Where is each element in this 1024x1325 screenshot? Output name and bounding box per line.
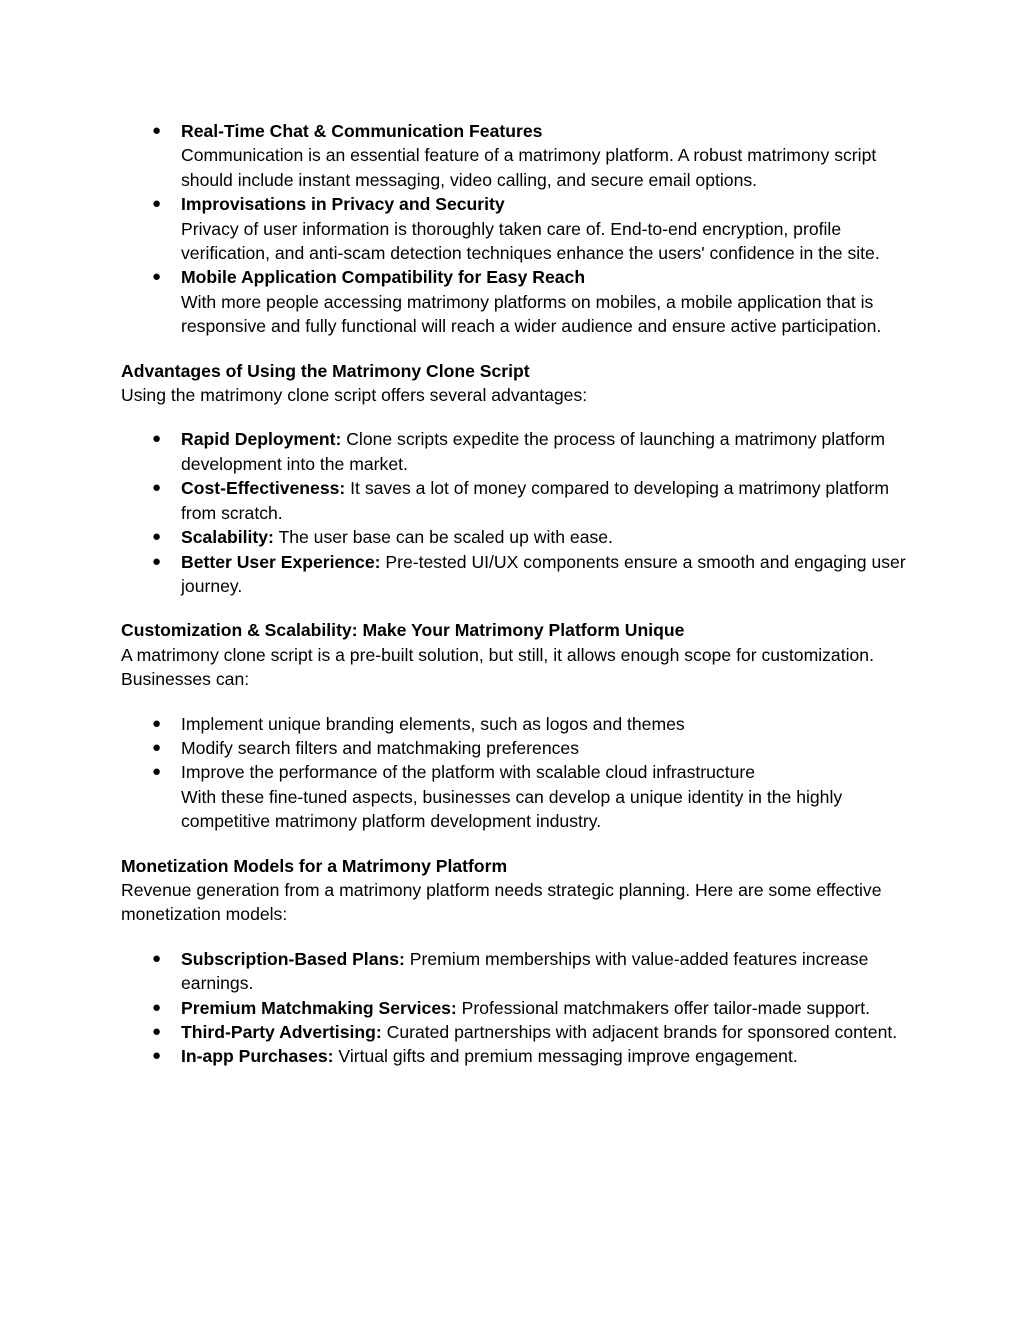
bullet-icon: ● bbox=[152, 998, 162, 1016]
item-label: Scalability: bbox=[181, 527, 274, 548]
customization-section bbox=[121, 618, 911, 691]
section-intro: A matrimony clone script is a pre-built solution, but still, it allows enough scope for customization. Businesses can: bbox=[121, 644, 874, 690]
list-item bbox=[121, 760, 911, 833]
bullet-icon: ● bbox=[152, 738, 162, 756]
section-heading: Monetization Models for a Matrimony Platform bbox=[121, 855, 508, 876]
item-label: Third-Party Advertising: bbox=[181, 1022, 382, 1042]
item-label: Rapid Deployment: bbox=[181, 429, 342, 450]
item-text: Professional matchmakers offer tailor-made support. bbox=[456, 997, 871, 1018]
features-list bbox=[121, 119, 911, 339]
bullet-icon: ● bbox=[152, 122, 162, 139]
item-text: Improve the performance of the platform with scalable cloud infrastructure bbox=[181, 762, 756, 783]
section-heading: Advantages of Using the Matrimony Clone Script bbox=[121, 360, 530, 381]
bullet-icon: ● bbox=[152, 430, 162, 448]
item-label: Subscription-Based Plans: bbox=[181, 948, 405, 969]
feature-text: Communication is an essential feature of a matrimony platform. A robust matrimony script should include instant messaging, video calling, and secure email options. bbox=[181, 145, 877, 190]
list-item bbox=[121, 119, 911, 192]
item-label: Premium Matchmaking Services: bbox=[181, 997, 457, 1018]
bullet-icon: ● bbox=[152, 1023, 162, 1040]
item-text: Virtual gifts and premium messaging improve engagement. bbox=[333, 1046, 798, 1067]
list-item bbox=[121, 947, 911, 996]
bullet-icon: ● bbox=[152, 195, 162, 213]
list-item bbox=[121, 525, 911, 549]
bullet-icon: ● bbox=[152, 552, 162, 570]
bullet-icon: ● bbox=[152, 1047, 162, 1065]
bullet-icon: ● bbox=[152, 528, 162, 546]
list-item bbox=[121, 1020, 911, 1044]
item-text: It saves a lot of money compared to developing a matrimony platform from scratch. bbox=[181, 478, 889, 523]
list-item bbox=[121, 265, 911, 338]
section-heading: Customization & Scalability: Make Your Matrimony Platform Unique bbox=[121, 620, 685, 641]
bullet-icon: ● bbox=[152, 949, 162, 967]
bullet-icon: ● bbox=[152, 763, 162, 781]
item-text: Pre-tested UI/UX components ensure a smooth and engaging user journey. bbox=[181, 551, 906, 596]
list-item bbox=[121, 427, 911, 476]
list-item bbox=[121, 476, 911, 525]
monetization-list bbox=[121, 947, 911, 1069]
document-page bbox=[121, 119, 911, 1069]
feature-text: With more people accessing matrimony platforms on mobiles, a mobile application that is responsive and fully functional will reach a wider audience and ensure active participation. bbox=[181, 291, 882, 337]
item-text: Modify search filters and matchmaking preferences bbox=[181, 737, 579, 758]
list-item bbox=[121, 192, 911, 265]
item-followup-text: With these fine-tuned aspects, businesses can develop a unique identity in the highly competitive matrimony platform development industry. bbox=[181, 786, 843, 832]
bullet-icon: ● bbox=[152, 714, 162, 732]
customization-list bbox=[121, 712, 911, 834]
feature-title: Mobile Application Compatibility for Easy Reach bbox=[181, 267, 586, 288]
section-intro: Using the matrimony clone script offers several advantages: bbox=[121, 385, 588, 406]
item-text: Clone scripts expedite the process of launching a matrimony platform development into the market. bbox=[181, 429, 886, 474]
list-item bbox=[121, 550, 911, 599]
item-text: Implement unique branding elements, such as logos and themes bbox=[181, 713, 685, 734]
item-label: Better User Experience: bbox=[181, 551, 381, 572]
bullet-icon: ● bbox=[152, 479, 162, 497]
monetization-section bbox=[121, 854, 911, 927]
list-item bbox=[121, 736, 911, 760]
feature-text: Privacy of user information is thoroughly taken care of. End-to-end encryption, profile verification, and anti-scam detection techniques enhance the users' confidence in the site. bbox=[181, 218, 880, 264]
item-text: Premium memberships with value-added features increase earnings. bbox=[181, 948, 869, 994]
list-item bbox=[121, 996, 911, 1020]
advantages-list bbox=[121, 427, 911, 598]
section-intro: Revenue generation from a matrimony platform needs strategic planning. Here are some effective monetization models: bbox=[121, 879, 882, 925]
advantages-section bbox=[121, 359, 911, 408]
item-text: The user base can be scaled up with ease. bbox=[273, 527, 613, 548]
item-label: In-app Purchases: bbox=[181, 1046, 334, 1067]
list-item bbox=[121, 712, 911, 736]
item-text: Curated partnerships with adjacent brands for sponsored content. bbox=[381, 1022, 898, 1042]
feature-title: Improvisations in Privacy and Security bbox=[181, 194, 505, 215]
feature-title: Real-Time Chat & Communication Features bbox=[181, 121, 543, 141]
list-item bbox=[121, 1044, 911, 1068]
bullet-icon: ● bbox=[152, 268, 162, 286]
item-label: Cost-Effectiveness: bbox=[181, 478, 346, 499]
